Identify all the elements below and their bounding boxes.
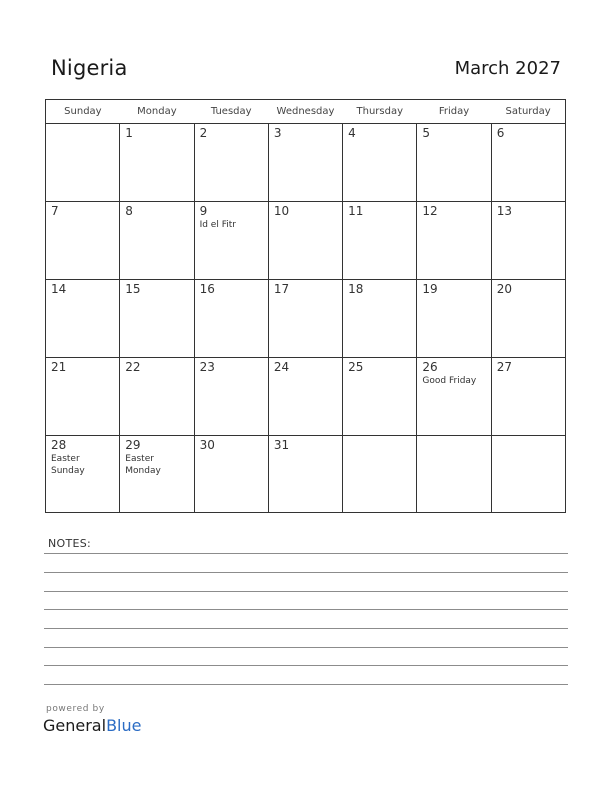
day-cell	[491, 280, 565, 358]
note-line	[44, 553, 568, 554]
day-cell	[343, 436, 417, 513]
weekday-tuesday: Tuesday	[194, 100, 268, 124]
weekday-thursday: Thursday	[343, 100, 417, 124]
week-row	[46, 280, 566, 358]
note-line	[44, 572, 568, 573]
day-cell	[417, 280, 491, 358]
day-number: 17	[273, 282, 290, 296]
day-cell	[46, 436, 120, 513]
day-cell	[268, 202, 342, 280]
day-cell	[491, 202, 565, 280]
day-number: 28	[51, 438, 67, 452]
day-number: 25	[348, 360, 364, 374]
day-number: 14	[51, 282, 67, 296]
note-line	[44, 591, 568, 592]
day-cell	[46, 202, 120, 280]
day-cell	[194, 202, 268, 280]
week-row	[46, 124, 566, 202]
day-number: 20	[496, 282, 512, 296]
day-number: 19	[422, 282, 438, 296]
day-cell	[194, 280, 268, 358]
day-number: 16	[199, 282, 215, 296]
day-number: 11	[348, 204, 364, 218]
day-number: 29	[125, 438, 141, 452]
country-title: Nigeria	[51, 56, 128, 80]
brand-general-text: General	[43, 716, 107, 735]
day-cell	[46, 124, 120, 202]
powered-by-text: powered by	[46, 704, 105, 714]
day-number: 30	[199, 438, 215, 452]
day-number: 27	[496, 360, 512, 374]
day-number: 13	[496, 204, 512, 218]
day-cell	[194, 358, 268, 436]
day-cell	[491, 124, 565, 202]
day-number: 2	[199, 126, 208, 140]
day-number: 10	[273, 204, 290, 218]
note-line	[44, 647, 568, 648]
day-number: 4	[348, 126, 356, 140]
week-row	[46, 202, 566, 280]
month-year-title: March 2027	[454, 58, 561, 79]
day-cell	[417, 202, 491, 280]
day-cell	[268, 436, 342, 513]
day-number: 9	[199, 204, 208, 218]
day-number: 6	[496, 126, 505, 140]
weekday-friday: Friday	[417, 100, 491, 124]
day-cell	[120, 124, 194, 202]
day-number: 7	[51, 204, 59, 218]
note-line	[44, 665, 568, 666]
month-calendar-grid	[45, 99, 566, 513]
day-number: 18	[348, 282, 364, 296]
weekday-saturday: Saturday	[491, 100, 565, 124]
day-cell	[120, 202, 194, 280]
day-cell	[46, 358, 120, 436]
week-row	[46, 436, 566, 513]
weekday-wednesday: Wednesday	[268, 100, 342, 124]
day-cell	[491, 436, 565, 513]
day-number: 8	[125, 204, 133, 218]
day-number: 12	[422, 204, 438, 218]
day-cell	[343, 124, 417, 202]
weekday-sunday: Sunday	[46, 100, 120, 124]
day-number: 21	[51, 360, 67, 374]
holiday-label: Easter Monday	[125, 454, 161, 476]
day-cell	[491, 358, 565, 436]
holiday-label: Easter Sunday	[51, 454, 85, 476]
holiday-label: Id el Fitr	[199, 220, 236, 230]
day-cell	[343, 358, 417, 436]
day-cell	[46, 280, 120, 358]
day-cell	[417, 358, 491, 436]
day-cell	[268, 280, 342, 358]
day-number: 1	[125, 126, 133, 140]
day-cell	[268, 124, 342, 202]
day-cell	[343, 202, 417, 280]
day-number: 26	[422, 360, 438, 374]
day-cell	[120, 436, 194, 513]
weekday-header-row	[46, 100, 566, 124]
day-number: 5	[422, 126, 431, 140]
day-number: 22	[125, 360, 141, 374]
day-cell	[417, 124, 491, 202]
weekday-monday: Monday	[120, 100, 194, 124]
day-number: 31	[273, 438, 290, 452]
day-number: 15	[125, 282, 141, 296]
note-line	[44, 684, 568, 685]
brand-logo[interactable]	[43, 716, 141, 735]
day-cell	[120, 358, 194, 436]
day-cell	[417, 436, 491, 513]
day-number: 3	[273, 126, 282, 140]
note-line	[44, 609, 568, 610]
day-number: 23	[199, 360, 215, 374]
note-line	[44, 628, 568, 629]
day-number: 24	[273, 360, 290, 374]
notes-label: NOTES:	[48, 537, 92, 550]
day-cell	[120, 280, 194, 358]
day-cell	[268, 358, 342, 436]
holiday-label: Good Friday	[422, 376, 477, 386]
day-cell	[194, 124, 268, 202]
week-row	[46, 358, 566, 436]
brand-blue-text: Blue	[106, 716, 142, 735]
day-cell	[343, 280, 417, 358]
day-cell	[194, 436, 268, 513]
